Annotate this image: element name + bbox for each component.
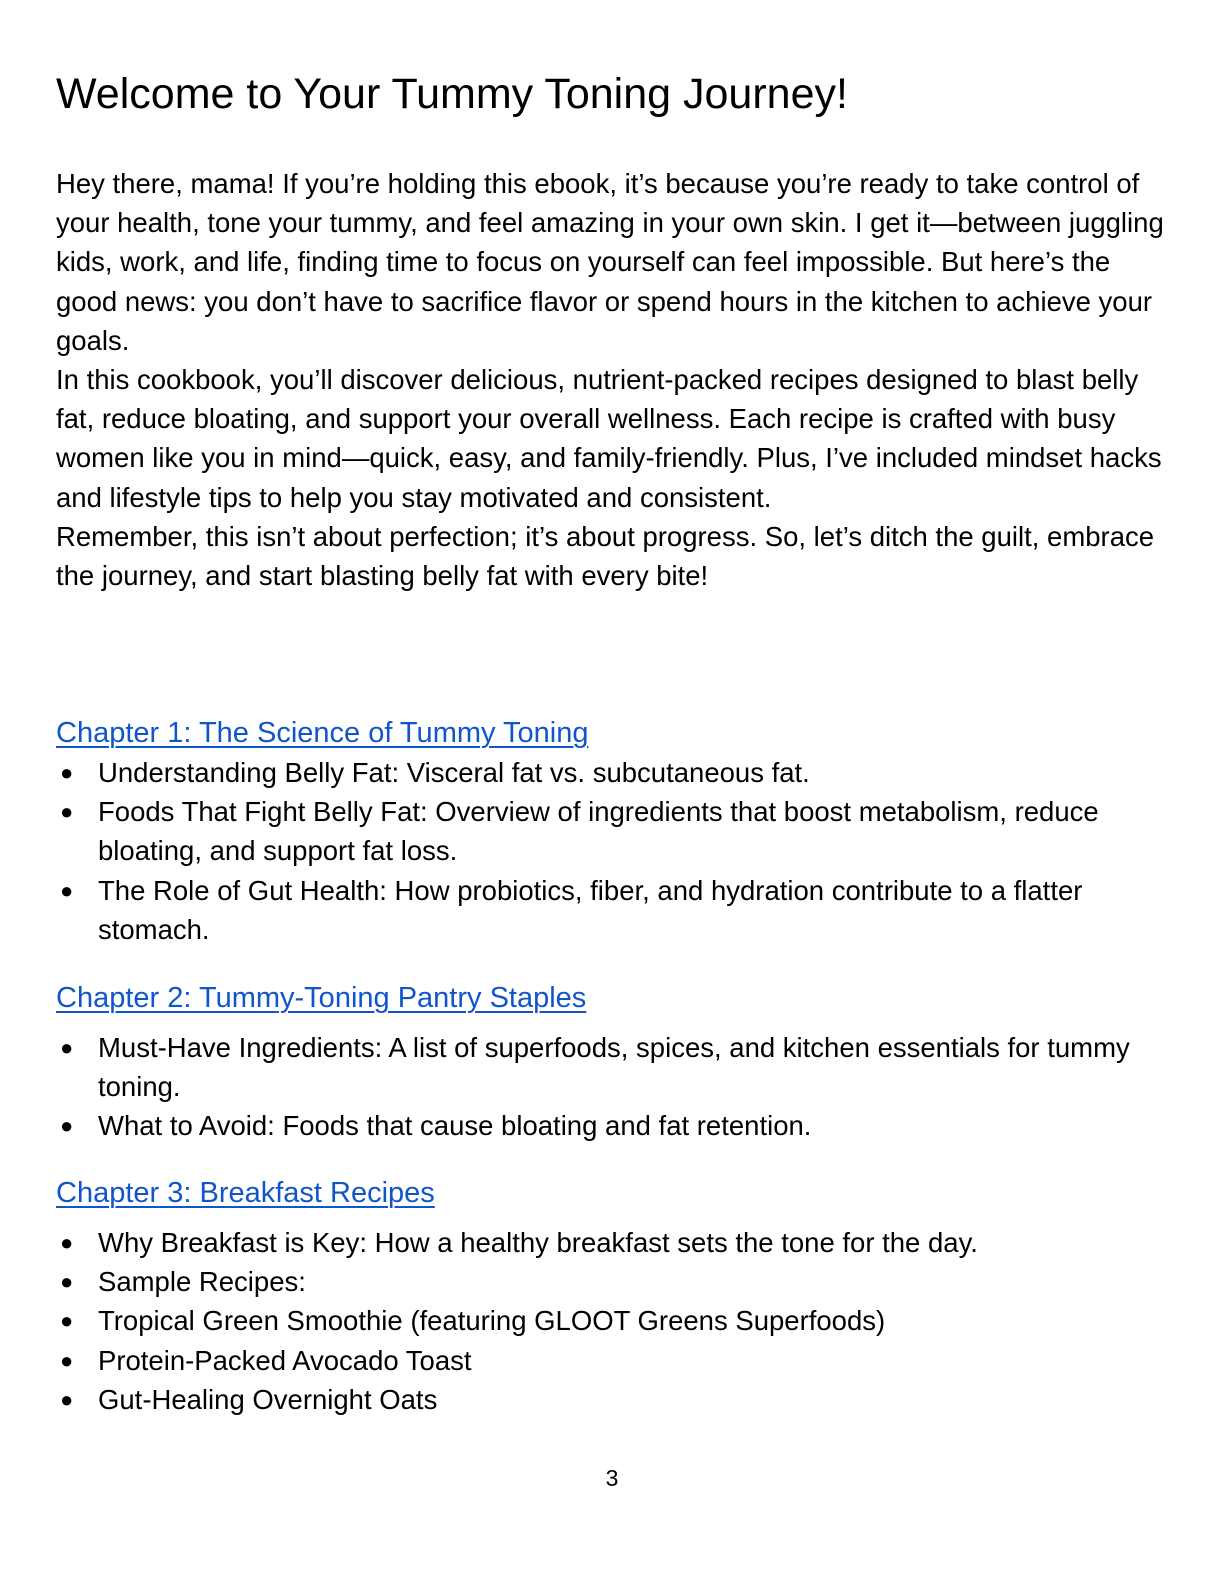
list-item xyxy=(56,1380,1168,1419)
page-title: Welcome to Your Tummy Toning Journey! xyxy=(56,70,848,118)
bullet-icon: ● xyxy=(60,760,74,785)
bullet-icon: ● xyxy=(60,1386,74,1412)
list-item xyxy=(56,1223,1168,1262)
intro-paragraph-1: Hey there, mama! If you’re holding this ebook, it’s because you’re ready to take control of your health, tone your tummy, and feel amazing in your own skin. I get it—between juggling kids, work, and life, finding time to focus on yourself can feel impossible. But here’s the good news: you don’t have to sacrifice flavor or spend hours in the kitchen to achieve your goals. xyxy=(56,168,1164,356)
list-item xyxy=(56,1028,1168,1106)
bullet-icon: ● xyxy=(60,877,74,903)
list-item xyxy=(56,1341,1168,1380)
list-item-text: Foods That Fight Belly Fat: Overview of ingredients that boost metabolism, reduce bloating, and support fat loss. xyxy=(98,796,1099,867)
intro-text xyxy=(56,164,1168,595)
bullet-icon: ● xyxy=(60,1269,74,1295)
chapter-1-link[interactable]: Chapter 1: The Science of Tummy Toning xyxy=(56,717,589,749)
chapter-1-section xyxy=(56,714,1168,949)
chapter-2-list xyxy=(56,1028,1168,1146)
bullet-icon: ● xyxy=(60,1113,74,1139)
list-item xyxy=(56,753,1168,792)
list-item xyxy=(56,871,1168,949)
intro-paragraph-2: In this cookbook, you’ll discover delicious, nutrient-packed recipes designed to blast belly fat, reduce bloating, and support your overall wellness. Each recipe is crafted with busy women like you in mind—quick, easy, and family-friendly. Plus, I’ve included mindset hacks and lifestyle tips to help you stay motivated and consistent. xyxy=(56,364,1162,513)
list-item-text: What to Avoid: Foods that cause bloating and fat retention. xyxy=(98,1110,812,1142)
intro-paragraph-3: Remember, this isn’t about perfection; it’s about progress. So, let’s ditch the guilt, embrace the journey, and start blasting belly fat with every bite! xyxy=(56,520,1155,592)
list-item-text: Must-Have Ingredients: A list of superfoods, spices, and kitchen essentials for tummy toning. xyxy=(98,1032,1130,1103)
chapter-1-list xyxy=(56,753,1168,949)
bullet-icon: ● xyxy=(60,1308,74,1334)
chapter-2-section xyxy=(56,979,1168,1146)
list-item xyxy=(56,1301,1168,1340)
bullet-icon: ● xyxy=(60,799,74,825)
list-item-text: Why Breakfast is Key: How a healthy breakfast sets the tone for the day. xyxy=(98,1227,978,1258)
bullet-icon: ● xyxy=(60,1035,74,1060)
list-item xyxy=(56,1262,1168,1301)
list-item xyxy=(56,792,1168,870)
list-item-text: Protein-Packed Avocado Toast xyxy=(98,1344,472,1376)
chapter-3-link[interactable]: Chapter 3: Breakfast Recipes xyxy=(56,1177,435,1209)
chapter-2-link[interactable]: Chapter 2: Tummy-Toning Pantry Staples xyxy=(56,982,587,1014)
bullet-icon: ● xyxy=(60,1230,74,1255)
chapter-3-section xyxy=(56,1174,1168,1419)
chapter-3-list xyxy=(56,1223,1168,1419)
list-item xyxy=(56,1106,1168,1145)
list-item-text: Tropical Green Smoothie (featuring GLOOT Greens Superfoods) xyxy=(98,1305,886,1337)
page-number: 3 xyxy=(605,1465,619,1491)
list-item-text: Understanding Belly Fat: Visceral fat vs. subcutaneous fat. xyxy=(98,757,810,788)
list-item-text: Sample Recipes: xyxy=(98,1266,306,1298)
bullet-icon: ● xyxy=(60,1347,74,1373)
list-item-text: The Role of Gut Health: How probiotics, fiber, and hydration contribute to a flatter stomach. xyxy=(98,874,1083,945)
list-item-text: Gut-Healing Overnight Oats xyxy=(98,1383,438,1415)
